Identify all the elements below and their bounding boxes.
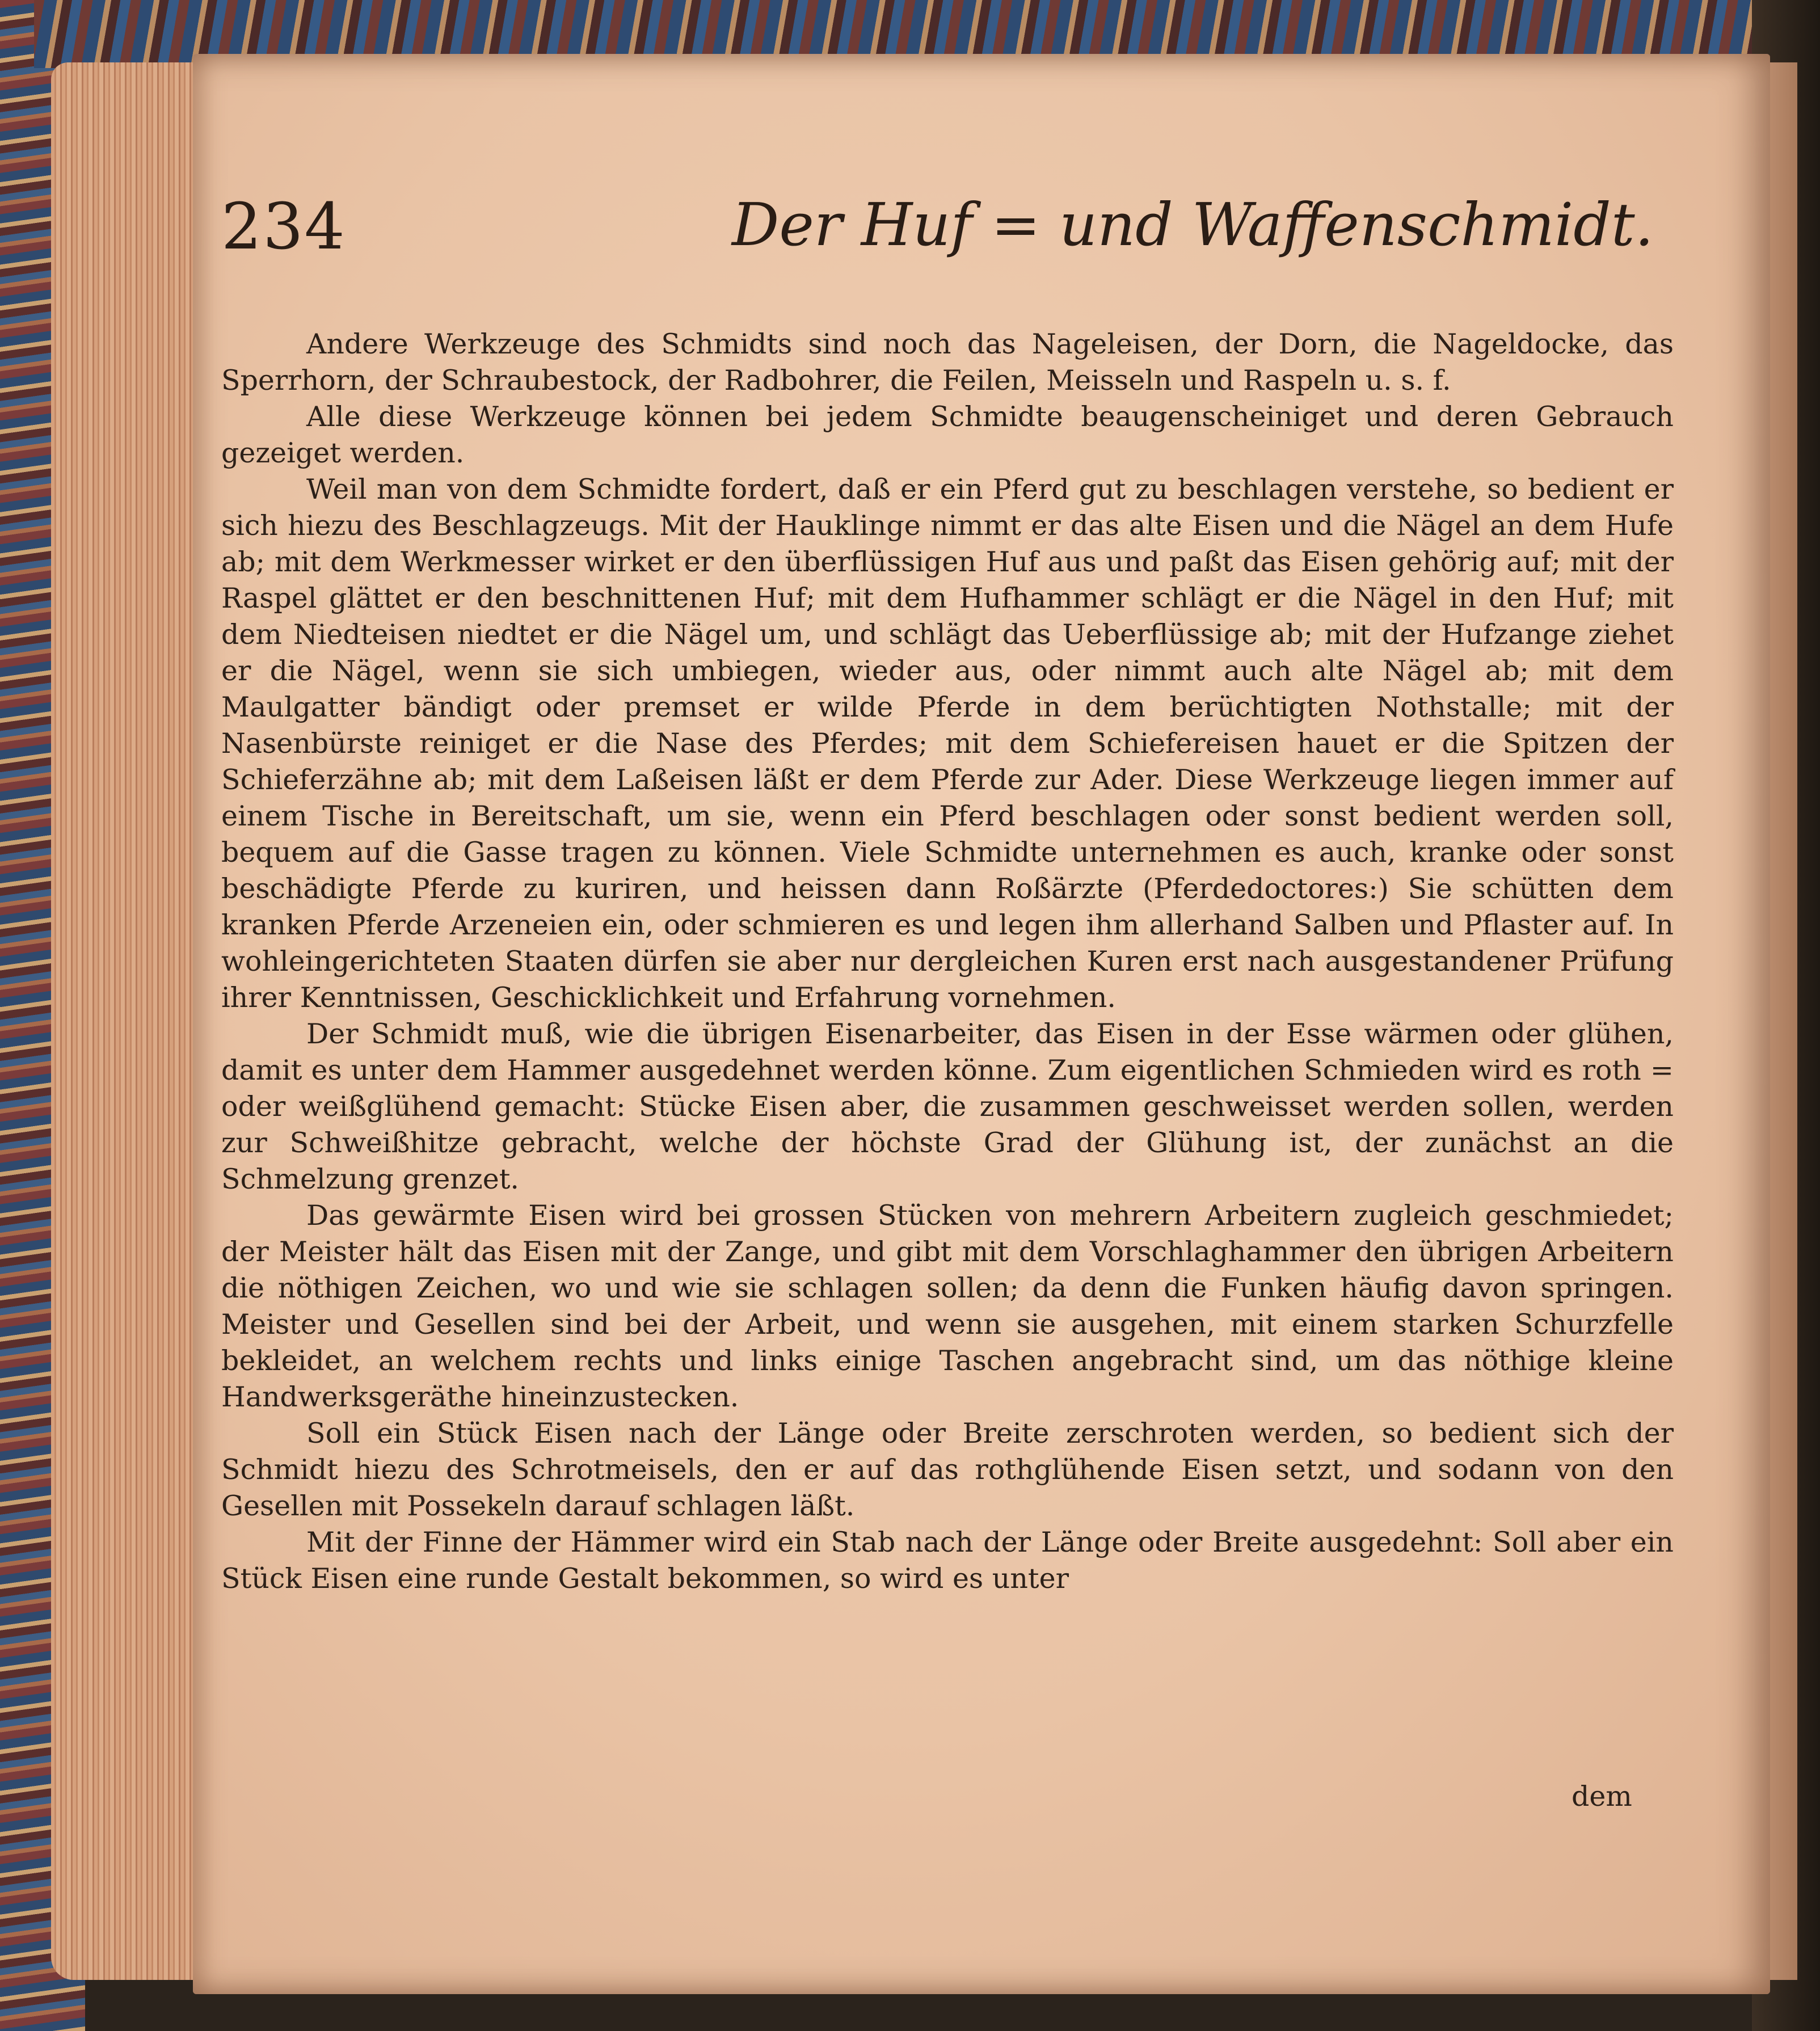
running-title: Der Huf = und Waffenschmidt. [732, 190, 1654, 259]
body-text [221, 326, 1674, 1597]
paragraph: Der Schmidt muß, wie die übrigen Eisenarbeiter, das Eisen in der Esse wärmen oder glühen, damit es unter dem Hammer ausgedehnet werden könne. Zum eigentlichen Schmieden wird es roth = oder weißglühend gemacht: Stücke Eisen aber, die zusammen geschweisset werden sollen, werden zur Schweißhitze gebracht, welche der höchste Grad der Glühung ist, der zunächst an die Schmelzung grenzet. [221, 1018, 1674, 1195]
catchword: dem [1572, 1780, 1632, 1813]
paragraph: Soll ein Stück Eisen nach der Länge oder Breite zerschroten werden, so bedient sich der Schmidt hiezu des Schrotmeisels, den er auf das rothglühende Eisen setzt, und sodann von den Gesellen mit Possekeln darauf schlagen läßt. [221, 1417, 1674, 1522]
page-number: 234 [221, 190, 346, 264]
paragraph: Mit der Finne der Hämmer wird ein Stab nach der Länge oder Breite ausgedehnt: Soll aber ein Stück Eisen eine runde Gestalt bekommen, so wird es unter [221, 1526, 1674, 1595]
page-header [221, 190, 1654, 292]
paragraph: Weil man von dem Schmidte fordert, daß er ein Pferd gut zu beschlagen verstehe, so bedient er sich hiezu des Beschlagzeugs. Mit der Hauklinge nimmt er das alte Eisen und die Nägel an dem Hufe ab; mit dem Werkmesser wirket er den überflüssigen Huf aus und paßt das Eisen gehörig auf; mit der Raspel glättet er den beschnittenen Huf; mit dem Hufhammer schlägt er die Nägel in den Huf; mit dem Niedteisen niedtet er die Nägel um, und schlägt das Ueberflüssige ab; mit der Hufzange ziehet er die Nägel, wenn sie sich umbiegen, wieder aus, oder nimmt auch alte Nägel ab; mit dem Maulgatter bändigt oder premset er wilde Pferde in dem berüchtigten Nothstalle; mit der Nasenbürste reiniget er die Nase des Pferdes; mit dem Schiefereisen hauet er die Spitzen der Schieferzähne ab; mit dem Laßeisen läßt er dem Pferde zur Ader. Diese Werkzeuge liegen immer auf einem Tische in Bereitschaft, um sie, wenn ein Pferd beschlagen oder sonst bedient werden soll, bequem auf die Gasse tragen zu können. Viele Schmidte unternehmen es auch, kranke oder sonst beschädigte Pferde zu kuriren, und heissen dann Roßärzte (Pferdedoctores:) Sie schütten dem kranken Pferde Arzeneien ein, oder schmieren es und legen ihm allerhand Salben und Pflaster auf. In wohleingerichteten Staaten dürfen sie aber nur dergleichen Kuren erst nach ausgestandener Prüfung ihrer Kenntnissen, Geschicklichkeit und Erfahrung vornehmen. [221, 473, 1674, 1014]
paragraph: Andere Werkzeuge des Schmidts sind noch das Nageleisen, der Dorn, die Nageldocke, das Sperrhorn, der Schraubestock, der Radbohrer, die Feilen, Meisseln und Raspeln u. s. f. [221, 328, 1674, 397]
page-stack-edge [51, 62, 216, 1980]
paragraph: Das gewärmte Eisen wird bei grossen Stücken von mehrern Arbeitern zugleich geschmiedet; der Meister hält das Eisen mit der Zange, und gibt mit dem Vorschlaghammer den übrigen Arbeitern die nöthigen Zeichen, wo und wie sie schlagen sollen; da denn die Funken häufig davon springen. Meister und Gesellen sind bei der Arbeit, und wenn sie ausgehen, mit einem starken Schurzfelle bekleidet, an welchem rechts und links einige Taschen angebracht sind, um das nöthige kleine Handwerksgeräthe hineinzustecken. [221, 1199, 1674, 1413]
paragraph: Alle diese Werkzeuge können bei jedem Schmidte beaugenscheiniget und deren Gebrauch gezeiget werden. [221, 401, 1674, 469]
